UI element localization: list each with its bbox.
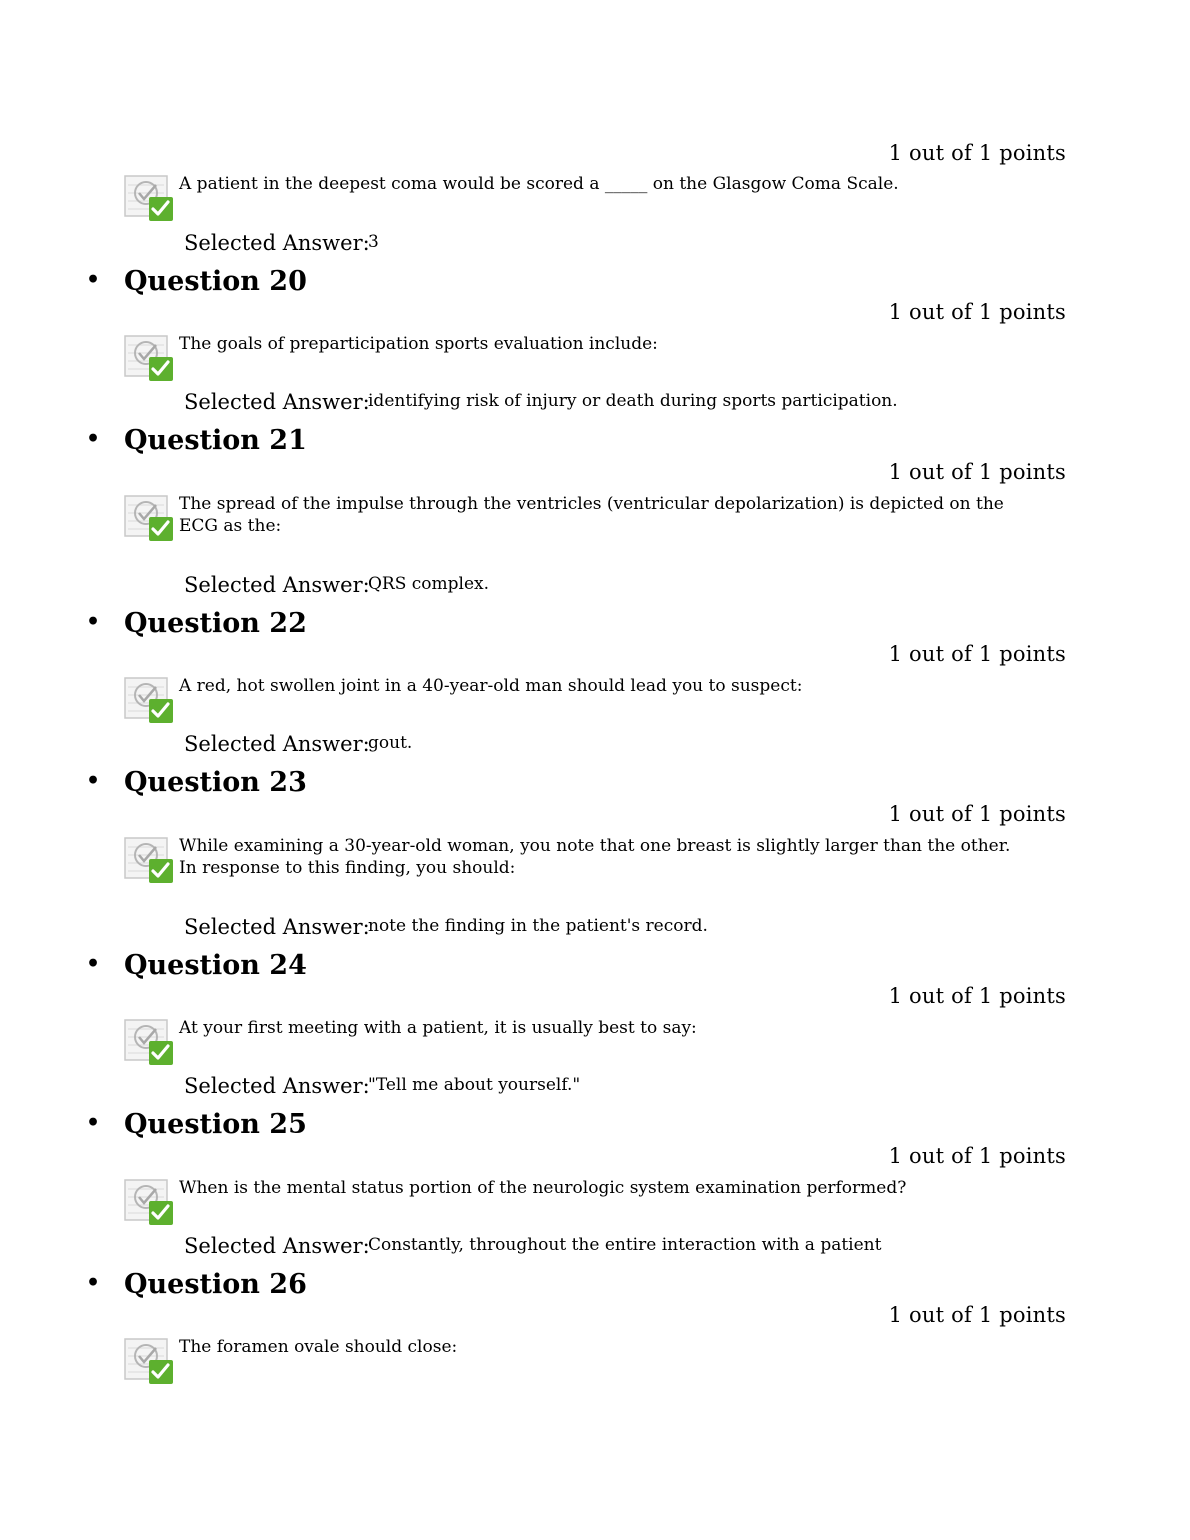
question-text: A red, hot swollen joint in a 40-year-old man should lead you to suspect: <box>179 676 803 696</box>
question-text: The goals of preparticipation sports evaluation include: <box>179 334 658 354</box>
points-score: 1 out of 1 points <box>888 460 1066 484</box>
correct-answer-icon <box>124 1017 174 1067</box>
list-bullet: • <box>86 267 101 293</box>
selected-answer-label: Selected Answer: <box>184 915 370 939</box>
question-text: The foramen ovale should close: <box>179 1337 458 1357</box>
question-text: The spread of the impulse through the ventricles (ventricular depolarization) is depicted on the ECG as the: <box>179 494 1004 536</box>
correct-answer-icon <box>124 493 174 543</box>
correct-answer-icon <box>124 173 174 223</box>
selected-answer-label: Selected Answer: <box>184 390 370 414</box>
points-score: 1 out of 1 points <box>888 1144 1066 1168</box>
list-bullet: • <box>86 1270 101 1296</box>
selected-answer-value: Constantly, throughout the entire interaction with a patient <box>368 1235 882 1255</box>
question-text: At your first meeting with a patient, it is usually best to say: <box>179 1018 697 1038</box>
selected-answer-value: 3 <box>368 232 379 252</box>
list-bullet: • <box>86 609 101 635</box>
selected-answer-value: note the finding in the patient's record. <box>368 916 708 936</box>
question-heading: • Question 23 <box>86 767 307 798</box>
selected-answer-label: Selected Answer: <box>184 732 370 756</box>
question-text: While examining a 30-year-old woman, you note that one breast is slightly larger than the other. In response to this finding, you should: <box>179 836 1011 878</box>
correct-answer-icon <box>124 1336 174 1386</box>
points-score: 1 out of 1 points <box>888 1303 1066 1327</box>
selected-answer-row <box>184 1074 580 1098</box>
selected-answer-row <box>184 390 898 414</box>
points-score: 1 out of 1 points <box>888 642 1066 666</box>
selected-answer-value: QRS complex. <box>368 574 490 594</box>
points-score: 1 out of 1 points <box>888 300 1066 324</box>
list-bullet: • <box>86 768 101 794</box>
list-bullet: • <box>86 1110 101 1136</box>
question-text: A patient in the deepest coma would be scored a _____ on the Glasgow Coma Scale. <box>179 174 899 194</box>
points-score: 1 out of 1 points <box>888 141 1066 165</box>
question-heading: • Question 25 <box>86 1109 307 1140</box>
question-heading: • Question 24 <box>86 950 307 981</box>
selected-answer-label: Selected Answer: <box>184 231 370 255</box>
list-bullet: • <box>86 426 101 452</box>
selected-answer-row <box>184 573 489 597</box>
question-heading: • Question 26 <box>86 1269 307 1300</box>
question-heading: • Question 21 <box>86 425 307 456</box>
question-heading: • Question 20 <box>86 266 307 297</box>
selected-answer-row <box>184 1234 881 1258</box>
points-score: 1 out of 1 points <box>888 802 1066 826</box>
question-text: When is the mental status portion of the neurologic system examination performed? <box>179 1178 907 1198</box>
selected-answer-label: Selected Answer: <box>184 573 370 597</box>
selected-answer-row <box>184 915 708 939</box>
selected-answer-row <box>184 231 379 255</box>
correct-answer-icon <box>124 1177 174 1227</box>
selected-answer-row <box>184 732 412 756</box>
selected-answer-value: gout. <box>368 733 413 753</box>
correct-answer-icon <box>124 835 174 885</box>
selected-answer-label: Selected Answer: <box>184 1074 370 1098</box>
selected-answer-label: Selected Answer: <box>184 1234 370 1258</box>
question-heading: • Question 22 <box>86 608 307 639</box>
selected-answer-value: identifying risk of injury or death during sports participation. <box>368 391 898 411</box>
selected-answer-value: "Tell me about yourself." <box>368 1075 581 1095</box>
correct-answer-icon <box>124 333 174 383</box>
points-score: 1 out of 1 points <box>888 984 1066 1008</box>
list-bullet: • <box>86 951 101 977</box>
correct-answer-icon <box>124 675 174 725</box>
